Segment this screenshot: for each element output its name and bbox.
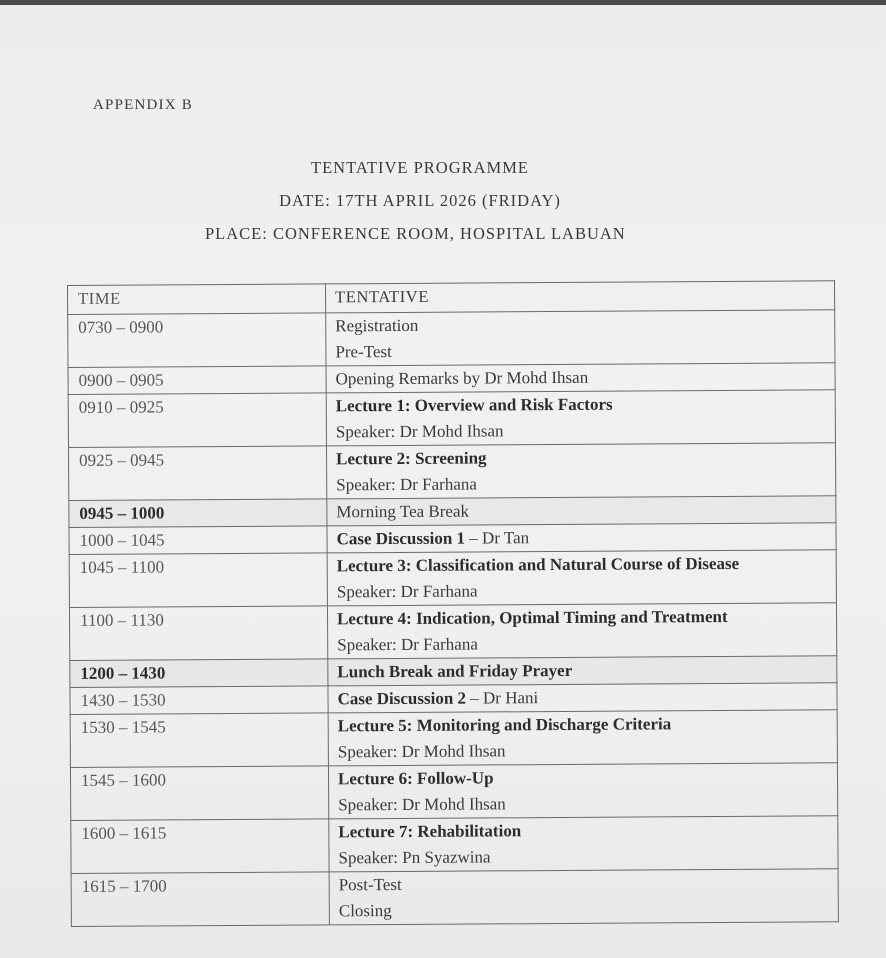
- row-time-cell: [70, 766, 328, 821]
- row-time: 0945 – 1000: [79, 503, 165, 523]
- row-time-cell: [68, 393, 326, 448]
- activity-line: Lecture 2: Screening: [336, 448, 487, 469]
- table-row: [68, 443, 835, 501]
- row-time-cell: [71, 872, 329, 927]
- row-activity-cell: [329, 869, 838, 925]
- table-header-row: [68, 281, 835, 315]
- activity-line: Speaker: Dr Mohd Ihsan: [337, 741, 506, 762]
- row-activity-cell: [326, 363, 835, 393]
- header-tentative: TENTATIVE: [325, 281, 834, 313]
- activity-line: [336, 523, 835, 552]
- activity-line: Lunch Break and Friday Prayer: [337, 660, 573, 682]
- activity-line-rest: – Dr Tan: [464, 528, 530, 548]
- appendix-label: APPENDIX B: [93, 97, 193, 113]
- row-time: 1600 – 1615: [81, 823, 167, 843]
- activity-line: Speaker: Pn Syazwina: [338, 847, 491, 868]
- table-row: [70, 763, 837, 821]
- activity-line-bold-part: Case Discussion 2: [337, 688, 467, 709]
- table-row: [69, 550, 836, 608]
- header-time: TIME: [68, 284, 326, 315]
- activity-line: Registration: [335, 315, 419, 336]
- row-activity-cell: [328, 710, 837, 766]
- activity-line: Opening Remarks by Dr Mohd Ihsan: [335, 367, 589, 389]
- row-time-cell: [70, 659, 328, 688]
- activity-line-bold-part: Case Discussion 1: [336, 528, 466, 549]
- activity-line: Lecture 5: Monitoring and Discharge Criteria: [337, 714, 672, 736]
- table-row: [68, 310, 835, 368]
- activity-line: Lecture 7: Rehabilitation: [338, 821, 522, 842]
- row-activity-cell: [327, 550, 836, 606]
- activity-line: Speaker: Dr Farhana: [336, 581, 478, 602]
- programme-place: [0, 224, 886, 244]
- activity-line: Post-Test: [338, 874, 402, 895]
- programme-table-body: [68, 310, 839, 927]
- row-activity-cell: [327, 496, 836, 526]
- row-activity-cell: [326, 443, 835, 499]
- row-time-cell: [68, 313, 326, 368]
- row-activity-cell: [329, 816, 838, 872]
- table-row: [71, 869, 838, 927]
- programme-title: TENTATIVE PROGRAMME: [311, 158, 529, 177]
- row-time-cell: [69, 499, 327, 528]
- row-time: 0910 – 0925: [78, 397, 164, 417]
- row-activity-cell: [326, 390, 835, 446]
- row-time: 0730 – 0900: [78, 317, 164, 337]
- row-time: 1100 – 1130: [79, 610, 164, 630]
- row-activity-cell: [328, 763, 837, 819]
- activity-line: Speaker: Dr Farhana: [336, 474, 477, 495]
- row-time: 0900 – 0905: [78, 370, 164, 390]
- row-time: 1530 – 1545: [80, 717, 166, 737]
- activity-line: Pre-Test: [335, 342, 392, 362]
- activity-line: Morning Tea Break: [336, 501, 470, 522]
- row-time: 1200 – 1430: [80, 663, 166, 683]
- activity-line: Speaker: Dr Mohd Ihsan: [338, 794, 506, 815]
- programme-date: DATE: 17TH APRIL 2026 (FRIDAY): [279, 191, 561, 210]
- activity-line-rest: – Dr Hani: [465, 688, 539, 708]
- programme-table: [67, 280, 839, 927]
- activity-line: Lecture 4: Indication, Optimal Timing and Treatment: [336, 606, 728, 629]
- row-time-cell: [68, 366, 326, 395]
- row-time-cell: [68, 446, 326, 501]
- activity-line: Speaker: Dr Farhana: [337, 634, 478, 655]
- row-activity-cell: [328, 683, 837, 713]
- row-time-cell: [69, 553, 327, 608]
- activity-line: Lecture 3: Classification and Natural Course of Disease: [336, 553, 740, 576]
- activity-line: Lecture 6: Follow-Up: [337, 768, 494, 789]
- row-time: 1000 – 1045: [79, 530, 165, 550]
- row-activity-cell: [326, 310, 835, 366]
- row-time-cell: [70, 713, 328, 768]
- activity-line: Closing: [338, 901, 392, 921]
- row-time-cell: [70, 686, 328, 715]
- row-time: 1545 – 1600: [80, 770, 167, 790]
- table-row: [71, 816, 838, 874]
- table-row: [69, 603, 836, 661]
- activity-line: Speaker: Dr Mohd Ihsan: [335, 421, 504, 442]
- row-activity-cell: [328, 656, 837, 686]
- row-activity-cell: [327, 603, 836, 659]
- row-time: 1430 – 1530: [80, 690, 166, 710]
- row-time-cell: [69, 606, 327, 661]
- row-time: 0925 – 0945: [79, 450, 165, 470]
- row-time: 1045 – 1100: [79, 557, 165, 577]
- row-time-cell: [69, 526, 327, 555]
- row-time: 1615 – 1700: [81, 876, 167, 896]
- row-activity-cell: [327, 523, 836, 553]
- table-row: [68, 390, 835, 448]
- row-time-cell: [71, 819, 329, 874]
- programme-place-text: PLACE: CONFERENCE ROOM, HOSPITAL LABUAN: [205, 224, 626, 243]
- table-row: [70, 710, 837, 768]
- activity-line: [337, 683, 836, 712]
- activity-line: Lecture 1: Overview and Risk Factors: [335, 394, 613, 416]
